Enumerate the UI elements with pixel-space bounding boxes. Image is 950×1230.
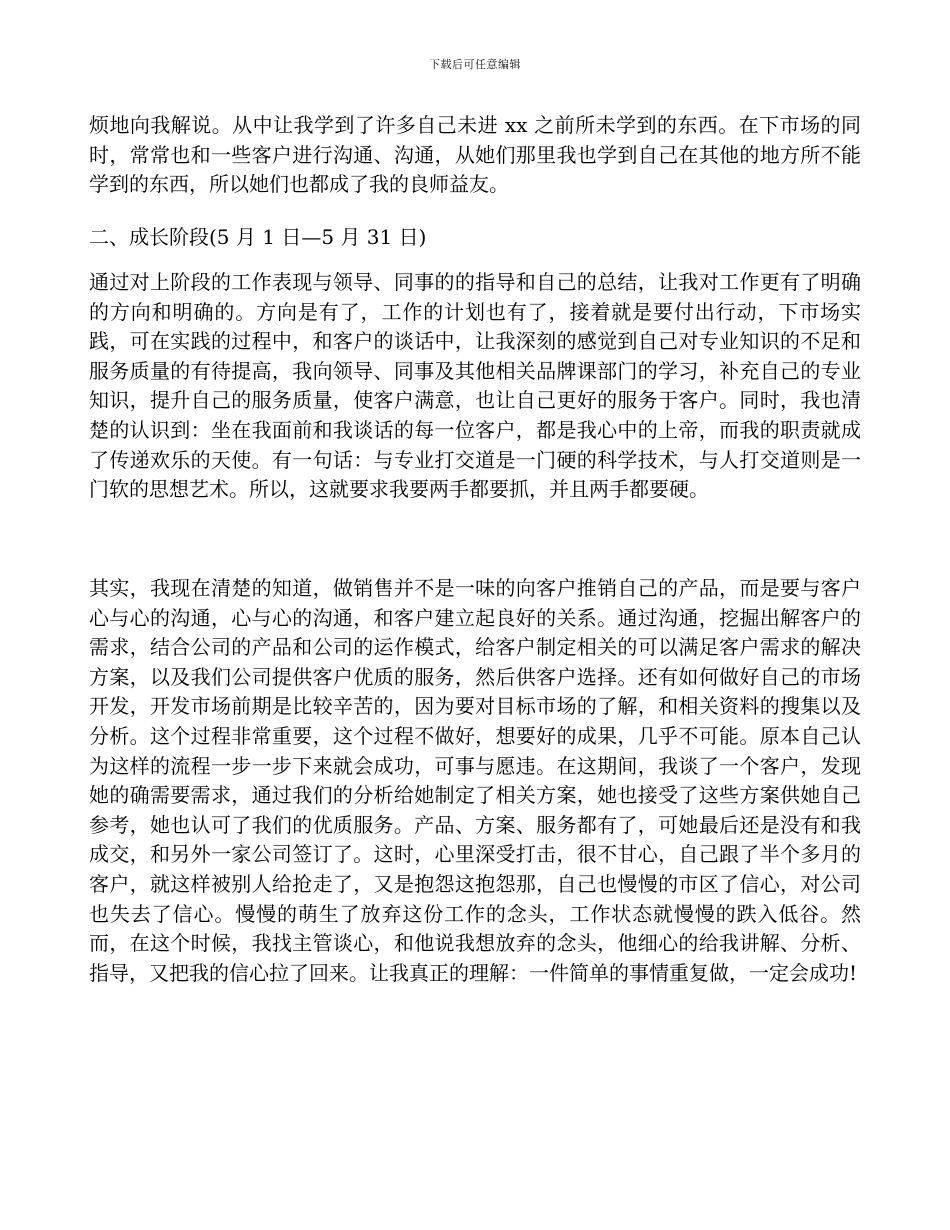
section-heading: 二、成长阶段(5 月 1 日—5 月 31 日) <box>89 225 427 249</box>
paragraph-growth-stage <box>89 268 861 505</box>
section-heading-growth-stage <box>89 223 861 253</box>
paragraph-intro-continuation <box>89 111 861 200</box>
paragraph: 其实，我现在清楚的知道，做销售并不是一味的向客户推销自己的产品，而是要与客户心与心的沟通，心与心的沟通，和客户建立起良好的关系。通过沟通，挖掘出解客户的需求，结合公司的产品和公司的运作模式，给客户制定相关的可以满足客户需求的解决方案，以及我们公司提供客户优质的服务，然后供客户选择。还有如何做好自己的市场开发，开发市场前期是比较辛苦的，因为要对目标市场的了解，和相关资料的搜集以及分析。这个过程非常重要，这个过程不做好，想要好的成果，几乎不可能。原本自己认为这样的流程一步一步下来就会成功，可事与愿违。在这期间，我谈了一个客户，发现她的确需要需求，通过我们的分析给她制定了相关方案，她也接受了这些方案供她自己参考，她也认可了我们的优质服务。产品、方案、服务都有了，可她最后还是没有和我成交，和另外一家公司签订了。这时，心里深受打击，很不甘心，自己跟了半个多月的客户，就这样被别人给抢走了，又是抱怨这抱怨那，自己也慢慢的市区了信心，对公司也失去了信心。慢慢的萌生了放弃这份工作的念头，工作状态就慢慢的跌入低谷。然而，在这个时候，我找主管谈心，和他说我想放弃的念头，他细心的给我讲解、分析、指导，又把我的信心拉了回来。让我真正的理解：一件简单的事情重复做，一定会成功! <box>89 576 861 985</box>
paragraph: 烦地向我解说。从中让我学到了许多自己未进 xx 之前所未学到的东西。在下市场的同时，常常也和一些客户进行沟通、沟通，从她们那里我也学到自己在其他的地方所不能学到的东西，所以她们也都成了我的良师益友。 <box>89 113 861 197</box>
paragraph: 通过对上阶段的工作表现与领导、同事的的指导和自己的总结，让我对工作更有了明确的方向和明确的。方向是有了，工作的计划也有了，接着就是要付出行动，下市场实践，可在实践的过程中，和客户的谈话中，让我深刻的感觉到自己对专业知识的不足和服务质量的有待提高，我向领导、同事及其他相关品牌课部门的学习，补充自己的专业知识，提升自己的服务质量，使客户满意，也让自己更好的服务于客户。同时，我也清楚的认识到：坐在我面前和我谈话的每一位客户，都是我心中的上帝，而我的职责就成了传递欢乐的天使。有一句话：与专业打交道是一门硬的科学技术，与人打交道则是一门软的思想艺术。所以，这就要求我要两手都要抓，并且两手都要硬。 <box>89 270 861 502</box>
page-header: 下载后可任意编辑 <box>429 58 521 71</box>
paragraph-sales-reflection <box>89 574 861 988</box>
